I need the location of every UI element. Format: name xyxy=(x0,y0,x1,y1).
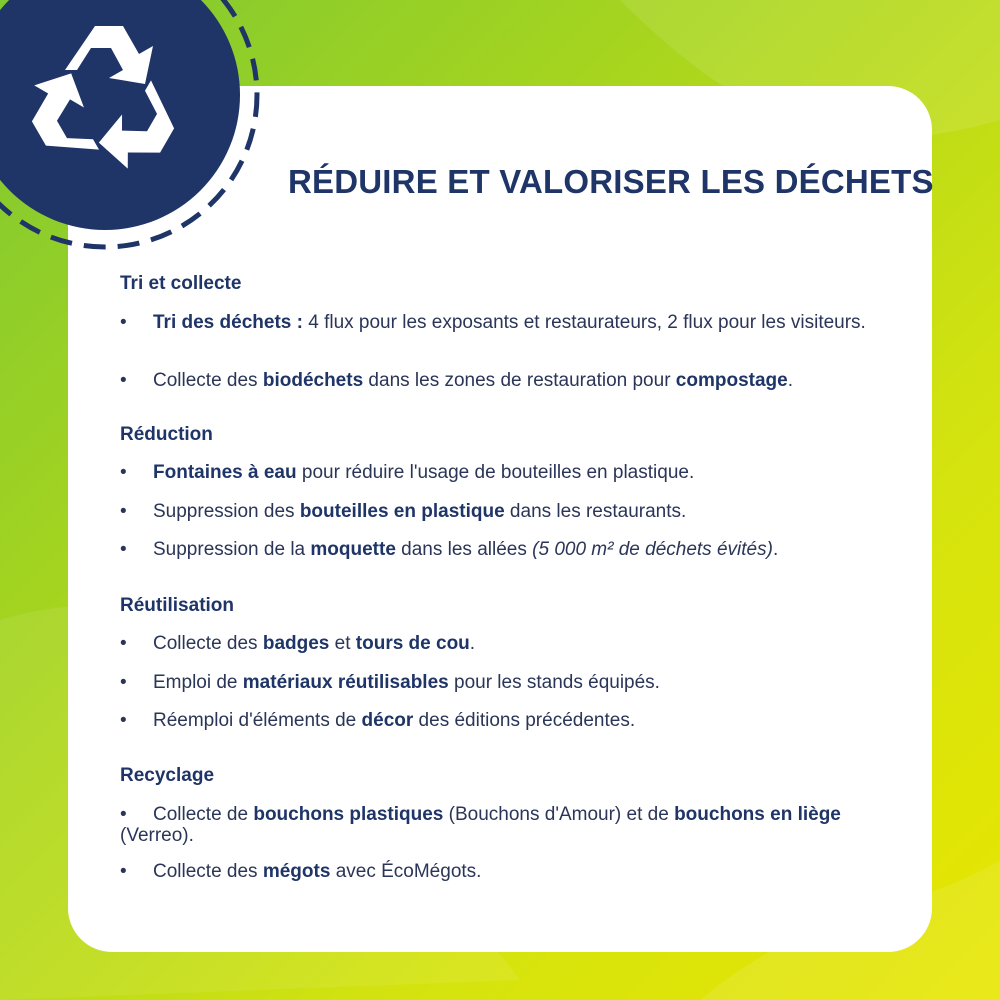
page-title: RÉDUIRE ET VALORISER LES DÉCHETS xyxy=(288,163,934,200)
bullet: • xyxy=(120,462,127,483)
bullet: • xyxy=(120,672,127,693)
section-heading-tri-collecte: Tri et collecte xyxy=(120,273,242,294)
list-item: • Suppression des bouteilles en plastique dans les restaurants. xyxy=(120,501,687,522)
bullet: • xyxy=(120,633,127,654)
section-heading-recyclage: Recyclage xyxy=(120,765,215,786)
section-heading-reutilisation: Réutilisation xyxy=(120,595,235,616)
bullet: • xyxy=(120,501,127,522)
list-item: • Suppression de la moquette dans les allées (5 000 m² de déchets évités). xyxy=(120,539,779,560)
bullet: • xyxy=(120,710,127,731)
list-item: • Collecte des badges et tours de cou. xyxy=(120,633,476,654)
list-item: • Emploi de matériaux réutilisables pour les stands équipés. xyxy=(120,672,660,693)
bullet: • xyxy=(120,312,127,333)
list-item: • Réemploi d'éléments de décor des éditions précédentes. xyxy=(120,710,636,731)
list-item: • Collecte des mégots avec ÉcoMégots. xyxy=(120,861,482,882)
list-item: • Collecte des biodéchets dans les zones de restauration pour compostage. xyxy=(120,370,793,391)
list-item: • Tri des déchets : 4 flux pour les exposants et restaurateurs, 2 flux pour les visiteurs. xyxy=(120,312,866,333)
bullet: • xyxy=(120,539,127,560)
bullet: • xyxy=(120,861,127,882)
bullet: • xyxy=(120,370,127,391)
bullet: • xyxy=(120,804,127,825)
recycle-badge xyxy=(0,0,270,250)
list-item: • Fontaines à eau pour réduire l'usage de bouteilles en plastique. xyxy=(120,462,695,483)
section-heading-reduction: Réduction xyxy=(120,424,213,445)
list-item: • Collecte de bouchons plastiques (Bouchons d'Amour) et de bouchons en liège (Verreo). xyxy=(120,804,841,846)
